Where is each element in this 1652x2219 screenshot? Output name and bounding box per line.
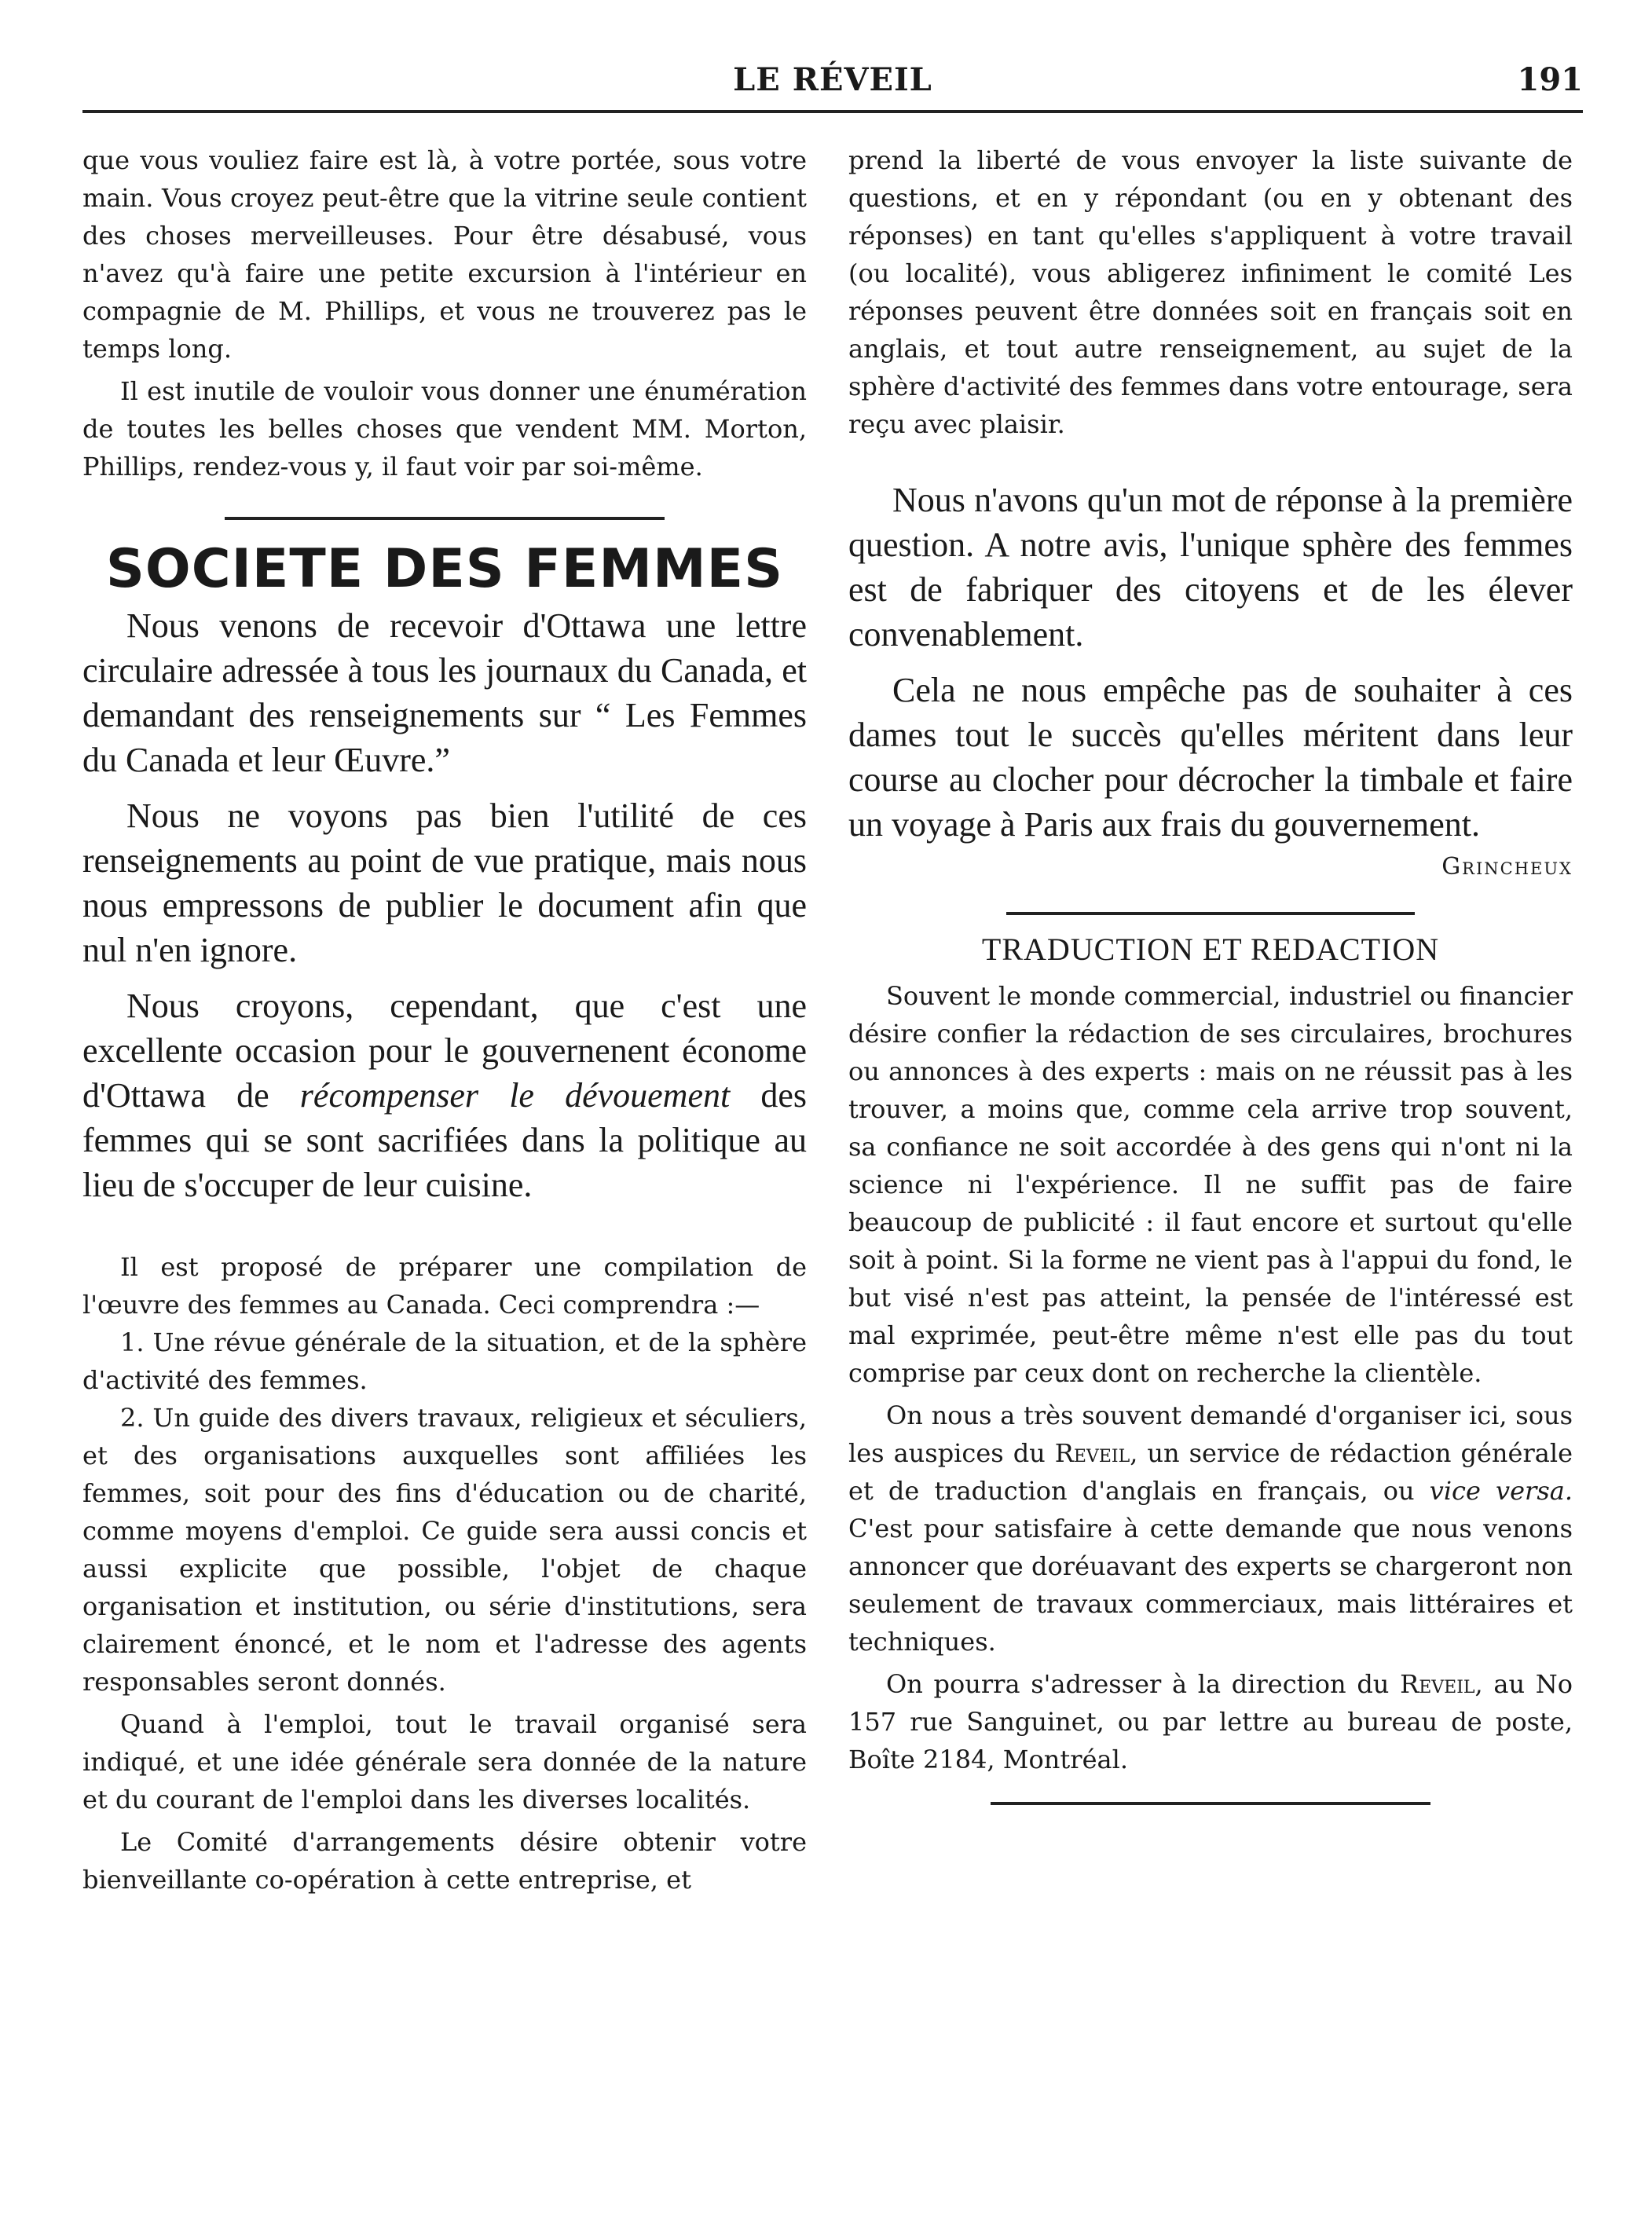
traduction-paragraph <box>848 1665 1573 1778</box>
societe-article <box>82 603 807 1207</box>
traduction-paragraph <box>848 1397 1573 1661</box>
right-column <box>848 141 1573 1821</box>
circular-item-2: 2. Un guide des divers travaux, religieux et séculiers, et des organisations auxquelles sont affiliées les femmes, soit pour des fins d'éducation ou de charité, comme moyens d'emploi. Ce guide sera aussi concis et aussi explicite que possible, l'objet de chaque organisation et institution, ou série d'institutions, sera clairement énoncé, et le nom et l'adresse des agents responsables seront donnés. <box>82 1403 807 1697</box>
small-caps-run: Reveil <box>1400 1669 1475 1699</box>
circular-continuation: prend la liberté de vous envoyer la liste suivante de questions, et en y répondant (ou en y obtenant des réponses) en tant qu'elles s'appliquent à votre travail (ou localité), vous abligerez infiniment le comité Les réponses peuvent être données soit en français soit en anglais, et tout autre renseignement, au sujet de la sphère d'activité des femmes dans votre entourage, sera reçu avec plaisir. <box>848 145 1573 439</box>
text-run: On pourra s'adresser à la direction du <box>886 1669 1401 1699</box>
right-intro <box>848 141 1573 443</box>
circular-item-1: 1. Une révue générale de la situation, et de la sphère d'activité des femmes. <box>82 1327 807 1395</box>
section-divider <box>225 517 665 520</box>
section-title-societe: SOCIETE DES FEMMES <box>105 538 784 600</box>
response-article <box>848 478 1573 847</box>
italic-run: vice versa. <box>1429 1476 1573 1506</box>
text-run: , un service de rédaction générale et de traduction d'anglais en français, ou <box>848 1438 1573 1506</box>
small-caps-run: Reveil <box>1054 1438 1130 1468</box>
italic-run: récompenser le dévouement <box>299 1076 731 1115</box>
response-paragraph: Cela ne nous empêche pas de souhaiter à ces dames tout le succès qu'elles méritent dans leur course au clocher pour décrocher la timbale et faire un voyage à Paris aux frais du gouvernement. <box>848 671 1573 844</box>
page-header <box>82 61 1583 116</box>
text-run: On nous a très souvent demandé d'organiser ici, sous les auspices du <box>848 1401 1573 1468</box>
intro-paragraph: Il est inutile de vouloir vous donner une énumération de toutes les belles choses que vendent MM. Morton, Phillips, rendez-vous y, il faut voir par soi-même. <box>82 376 807 482</box>
header-rule <box>82 110 1583 113</box>
section-divider <box>1006 912 1415 915</box>
page-number: 191 <box>1517 61 1583 98</box>
author-signature: Grincheux <box>1441 853 1573 881</box>
section-title-traduction: TRADUCTION ET REDACTION <box>981 932 1440 967</box>
traduction-paragraph: Souvent le monde commercial, industriel ou financier désire confier la rédaction de ses circulaires, brochures ou annonces à des experts : mais on ne réussit pas à les trouver, a moins que, comme cela arrive trop souvent, sa confiance ne soit accordée à des gens qui n'ont ni la science ni l'expérience. Il ne suffit pas de faire beaucoup de publicité : il faut encore et surtout qu'elle soit à point. Si la forme ne vient pas à l'appui du fond, le but visé n'est pas atteint, la pensée de l'intéressé est mal exprimée, peut-être même n'est elle pas du tout comprise par ceux dont on recherche la clientèle. <box>848 981 1573 1388</box>
circular-paragraph: Il est proposé de préparer une compilation de l'œuvre des femmes au Canada. Ceci comprendra :— <box>82 1252 807 1320</box>
article-paragraph: Nous ne voyons pas bien l'utilité de ces renseignements au point de vue pratique, mais nous nous empressons de publier le document afin que nul n'en ignore. <box>82 796 807 969</box>
intro-paragraph: que vous vouliez faire est là, à votre portée, sous votre main. Vous croyez peut-être que la vitrine seule contient des choses merveilleuses. Pour être désabusé, vous n'avez qu'à faire une petite excursion à l'intérieur en compagnie de M. Phillips, et vous ne trouverez pas le temps long. <box>82 145 807 364</box>
journal-title: LE RÉVEIL <box>733 61 932 98</box>
text-run: Nous croyons, cependant, que c'est une excellente occasion pour le gouvernenent économe d'Ottawa de <box>82 987 807 1115</box>
traduction-article <box>848 977 1573 1778</box>
end-divider <box>991 1802 1430 1805</box>
response-paragraph: Nous n'avons qu'un mot de réponse à la première question. A notre avis, l'unique sphère des femmes est de fabriquer des citoyens et de les élever convenablement. <box>848 481 1573 654</box>
article-paragraph <box>82 983 807 1207</box>
article-paragraph: Nous venons de recevoir d'Ottawa une lettre circulaire adressée à tous les journaux du Canada, et demandant des renseignements sur “ Les Femmes du Canada et leur Œuvre.” <box>82 606 807 779</box>
circular-paragraph: Le Comité d'arrangements désire obtenir votre bienveillante co-opération à cette entreprise, et <box>82 1827 807 1895</box>
circular-paragraph: Quand à l'emploi, tout le travail organisé sera indiqué, et une idée générale sera donnée de la nature et du courant de l'emploi dans les diverses localités. <box>82 1709 807 1814</box>
text-run: C'est pour satisfaire à cette demande que nous venons annoncer que doréuavant des experts se chargeront non seulement de travaux commerciaux, mais littéraires et techniques. <box>848 1514 1573 1657</box>
left-column <box>82 141 807 1899</box>
circular-text <box>82 1248 807 1899</box>
text-run: , au No 157 rue Sanguinet, ou par lettre au bureau de poste, Boîte 2184, Montréal. <box>848 1669 1573 1774</box>
left-intro <box>82 141 807 485</box>
text-run: des femmes qui se sont sacrifiées dans la politique au lieu de s'occuper de leur cuisine. <box>82 1076 808 1204</box>
